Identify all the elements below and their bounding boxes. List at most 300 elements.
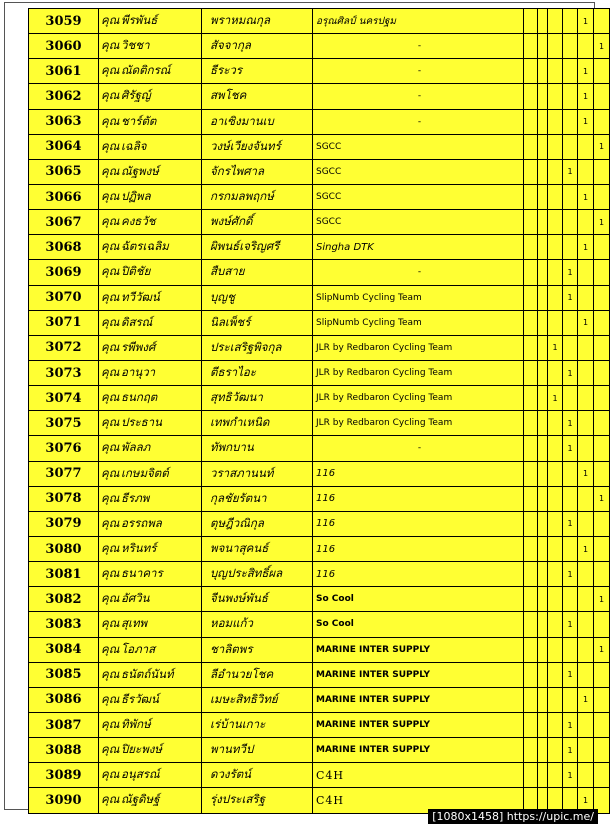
team-name: - [313,84,524,109]
name-prefix: คุณ [101,189,120,204]
category-mark-4 [563,587,578,612]
category-mark-3 [548,260,563,285]
last-name: ลีอำนวยโชค [202,662,313,687]
category-mark-4: 1 [563,411,578,436]
category-mark-1 [524,134,538,159]
first-name-cell [99,360,202,385]
first-name: สุเทพ [121,616,148,631]
category-mark-3 [548,436,563,461]
category-mark-4: 1 [563,612,578,637]
first-name: ศิรัฐญ์ [121,88,151,103]
category-mark-3 [548,662,563,687]
table-row [29,637,610,662]
name-prefix: คุณ [101,616,120,631]
team-name: JLR by Redbaron Cycling Team [313,411,524,436]
category-mark-2 [538,486,548,511]
name-prefix: คุณ [101,566,120,581]
category-mark-2 [538,712,548,737]
table-row [29,687,610,712]
last-name: ตุษฎีวณิกุล [202,511,313,536]
name-prefix: คุณ [101,415,120,430]
category-mark-3 [548,612,563,637]
name-prefix: คุณ [101,792,120,807]
last-name: ผิพนธ์เจริญศรี [202,235,313,260]
team-name: SGCC [313,134,524,159]
name-prefix: คุณ [101,541,120,556]
category-mark-5: 1 [578,788,594,813]
category-mark-1 [524,738,538,763]
name-prefix: คุณ [101,63,120,78]
first-name-cell [99,411,202,436]
team-name: 116 [313,511,524,536]
table-row [29,159,610,184]
category-mark-5 [578,738,594,763]
first-name-cell [99,536,202,561]
category-mark-1 [524,9,538,34]
first-name: รพีพงศ์ [121,339,156,354]
bib-number: 3068 [29,235,99,260]
category-mark-6 [594,335,610,360]
category-mark-5: 1 [578,9,594,34]
category-mark-3 [548,235,563,260]
bib-number: 3072 [29,335,99,360]
name-prefix: คุณ [101,641,120,656]
category-mark-1 [524,285,538,310]
first-name: ปิยะพงษ์ [121,742,162,757]
page-frame [4,2,605,810]
team-name: 116 [313,562,524,587]
category-mark-6 [594,511,610,536]
category-mark-6 [594,159,610,184]
category-mark-1 [524,310,538,335]
last-name: กุลชัยรัตนา [202,486,313,511]
team-name: - [313,436,524,461]
category-mark-3 [548,210,563,235]
category-mark-5 [578,612,594,637]
category-mark-1 [524,260,538,285]
first-name: อัศวิน [121,591,150,606]
category-mark-2 [538,687,548,712]
first-name: ธีรภพ [121,490,150,505]
name-prefix: คุณ [101,490,120,505]
category-mark-3 [548,159,563,184]
team-name: SGCC [313,210,524,235]
bib-number: 3067 [29,210,99,235]
category-mark-4 [563,310,578,335]
table-row [29,461,610,486]
first-name: วิชชา [121,38,150,53]
category-mark-5 [578,260,594,285]
table-row [29,763,610,788]
bib-number: 3059 [29,9,99,34]
category-mark-2 [538,210,548,235]
table-row [29,587,610,612]
category-mark-5: 1 [578,59,594,84]
category-mark-2 [538,562,548,587]
category-mark-2 [538,159,548,184]
category-mark-6 [594,9,610,34]
table-row [29,59,610,84]
team-name: Singha DTK [313,235,524,260]
category-mark-3 [548,637,563,662]
category-mark-6 [594,59,610,84]
team-name: SlipNumb Cycling Team [313,285,524,310]
category-mark-5 [578,562,594,587]
first-name-cell [99,637,202,662]
table-row [29,84,610,109]
first-name: ธนกฤต [121,390,158,405]
category-mark-4: 1 [563,763,578,788]
last-name: บุญประสิทธิ์ผล [202,562,313,587]
team-name: MARINE INTER SUPPLY [313,738,524,763]
first-name-cell [99,159,202,184]
category-mark-1 [524,411,538,436]
category-mark-6: 1 [594,486,610,511]
table-row [29,360,610,385]
category-mark-3 [548,59,563,84]
category-mark-6 [594,662,610,687]
first-name-cell [99,662,202,687]
bib-number: 3086 [29,687,99,712]
bib-number: 3073 [29,360,99,385]
first-name: ธนาคาร [121,566,163,581]
category-mark-4: 1 [563,285,578,310]
category-mark-1 [524,763,538,788]
category-mark-3 [548,285,563,310]
bib-number: 3061 [29,59,99,84]
last-name: บุญชู [202,285,313,310]
category-mark-2 [538,184,548,209]
category-mark-1 [524,210,538,235]
name-prefix: คุณ [101,13,120,28]
first-name: เฉลิจ [121,138,147,153]
team-name: MARINE INTER SUPPLY [313,662,524,687]
table-row [29,436,610,461]
category-mark-5: 1 [578,109,594,134]
category-mark-3 [548,134,563,159]
category-mark-2 [538,360,548,385]
last-name: จักรไพศาล [202,159,313,184]
first-name: ณัดติกรณ์ [121,63,171,78]
team-name: JLR by Redbaron Cycling Team [313,360,524,385]
team-name: SGCC [313,159,524,184]
category-mark-6 [594,260,610,285]
table-row [29,285,610,310]
first-name-cell [99,134,202,159]
table-row [29,109,610,134]
category-mark-6 [594,411,610,436]
category-mark-3 [548,84,563,109]
category-mark-2 [538,662,548,687]
table-row [29,662,610,687]
category-mark-1 [524,536,538,561]
team-name: C4H [313,763,524,788]
name-prefix: คุณ [101,314,120,329]
category-mark-2 [538,411,548,436]
first-name-cell [99,562,202,587]
category-mark-3 [548,34,563,59]
category-mark-3: 1 [548,335,563,360]
category-mark-3 [548,411,563,436]
last-name: เมษะสิทธิวิทย์ [202,687,313,712]
category-mark-6 [594,562,610,587]
table-row [29,738,610,763]
bib-number: 3062 [29,84,99,109]
bib-number: 3070 [29,285,99,310]
category-mark-6 [594,763,610,788]
last-name: กรกมลพฤกษ์ [202,184,313,209]
category-mark-5 [578,210,594,235]
table-row [29,184,610,209]
category-mark-6 [594,184,610,209]
category-mark-2 [538,637,548,662]
registration-table [28,8,610,814]
table-row [29,134,610,159]
table-row [29,335,610,360]
name-prefix: คุณ [101,390,120,405]
category-mark-1 [524,436,538,461]
first-name: ทิพักษ์ [121,717,151,731]
team-name: So Cool [313,612,524,637]
first-name: ประธาน [121,415,162,430]
category-mark-5: 1 [578,536,594,561]
bib-number: 3088 [29,738,99,763]
first-name: ธีรวัฒน์ [121,691,159,706]
category-mark-6 [594,285,610,310]
bib-number: 3082 [29,587,99,612]
last-name: วงษ์เวียงจันทร์ [202,134,313,159]
category-mark-5 [578,436,594,461]
first-name-cell [99,84,202,109]
first-name-cell [99,235,202,260]
last-name: พงษ์ศักดิ์ [202,210,313,235]
bib-number: 3090 [29,788,99,813]
category-mark-3 [548,461,563,486]
last-name: อาเซิงมานเบ [202,109,313,134]
last-name: ทัพกบาน [202,436,313,461]
category-mark-1 [524,461,538,486]
team-name: 116 [313,486,524,511]
name-prefix: คุณ [101,767,120,782]
last-name: จีนพงษ์พันธ์ [202,587,313,612]
bib-number: 3063 [29,109,99,134]
category-mark-3: 1 [548,386,563,411]
category-mark-4: 1 [563,562,578,587]
category-mark-4 [563,536,578,561]
category-mark-2 [538,763,548,788]
bib-number: 3089 [29,763,99,788]
category-mark-5: 1 [578,687,594,712]
category-mark-4: 1 [563,662,578,687]
table-row [29,712,610,737]
category-mark-5 [578,360,594,385]
team-name: อรุณศิลป์ นครปฐม [313,9,524,34]
first-name-cell [99,109,202,134]
first-name: โอภาส [121,641,156,656]
category-mark-5: 1 [578,184,594,209]
team-name: - [313,109,524,134]
last-name: พราหมณกุล [202,9,313,34]
category-mark-4 [563,109,578,134]
category-mark-2 [538,235,548,260]
name-prefix: คุณ [101,440,120,455]
category-mark-4: 1 [563,712,578,737]
category-mark-2 [538,612,548,637]
category-mark-1 [524,235,538,260]
first-name-cell [99,436,202,461]
category-mark-2 [538,511,548,536]
name-prefix: คุณ [101,717,120,731]
category-mark-4 [563,59,578,84]
name-prefix: คุณ [101,239,120,254]
category-mark-5: 1 [578,235,594,260]
first-name-cell [99,9,202,34]
first-name: ปิติชัย [121,264,151,279]
category-mark-1 [524,637,538,662]
bib-number: 3085 [29,662,99,687]
name-prefix: คุณ [101,264,120,279]
category-mark-2 [538,436,548,461]
first-name-cell [99,511,202,536]
bib-number: 3071 [29,310,99,335]
last-name: ชาลิตพร [202,637,313,662]
category-mark-3 [548,109,563,134]
category-mark-5: 1 [578,310,594,335]
table-row [29,34,610,59]
category-mark-2 [538,109,548,134]
category-mark-5 [578,34,594,59]
category-mark-4 [563,687,578,712]
bib-number: 3069 [29,260,99,285]
first-name-cell [99,461,202,486]
team-name: MARINE INTER SUPPLY [313,687,524,712]
name-prefix: คุณ [101,666,120,681]
category-mark-2 [538,9,548,34]
bib-number: 3064 [29,134,99,159]
first-name-cell [99,210,202,235]
category-mark-1 [524,662,538,687]
first-name-cell [99,335,202,360]
category-mark-1 [524,34,538,59]
first-name-cell [99,184,202,209]
team-name: 116 [313,461,524,486]
category-mark-1 [524,184,538,209]
category-mark-6 [594,536,610,561]
category-mark-4 [563,84,578,109]
category-mark-4: 1 [563,738,578,763]
bib-number: 3080 [29,536,99,561]
table-row [29,486,610,511]
category-mark-1 [524,587,538,612]
first-name-cell [99,788,202,813]
category-mark-6 [594,386,610,411]
last-name: สืบสาย [202,260,313,285]
category-mark-3 [548,184,563,209]
table-row [29,9,610,34]
last-name: สพโชค [202,84,313,109]
table-row [29,235,610,260]
last-name: พานทวีป [202,738,313,763]
team-name: - [313,260,524,285]
category-mark-3 [548,562,563,587]
category-mark-5 [578,662,594,687]
category-mark-1 [524,687,538,712]
last-name: รุ่งประเสริฐ [202,788,313,813]
first-name: อนุสรณ์ [121,767,160,782]
table-row [29,536,610,561]
table-row [29,386,610,411]
category-mark-2 [538,310,548,335]
first-name-cell [99,34,202,59]
first-name: คงธวัช [121,214,156,229]
category-mark-3 [548,763,563,788]
category-mark-3 [548,587,563,612]
category-mark-5 [578,411,594,436]
bib-number: 3078 [29,486,99,511]
first-name-cell [99,587,202,612]
team-name: JLR by Redbaron Cycling Team [313,386,524,411]
team-name: So Cool [313,587,524,612]
name-prefix: คุณ [101,691,120,706]
first-name-cell [99,612,202,637]
category-mark-5 [578,486,594,511]
category-mark-1 [524,511,538,536]
category-mark-4 [563,184,578,209]
category-mark-6 [594,84,610,109]
bib-number: 3083 [29,612,99,637]
table-row [29,511,610,536]
bib-number: 3066 [29,184,99,209]
category-mark-4 [563,134,578,159]
table-row [29,562,610,587]
category-mark-4 [563,486,578,511]
last-name: ประเสริฐพิจกุล [202,335,313,360]
category-mark-5 [578,335,594,360]
category-mark-4 [563,210,578,235]
name-prefix: คุณ [101,339,120,354]
image-host-watermark: [1080x1458] https://upic.me/ [428,809,598,824]
category-mark-1 [524,386,538,411]
team-name: SGCC [313,184,524,209]
category-mark-5 [578,712,594,737]
first-name: ชาร์ตัต [121,113,157,128]
category-mark-4: 1 [563,436,578,461]
category-mark-2 [538,386,548,411]
first-name-cell [99,386,202,411]
category-mark-6: 1 [594,637,610,662]
category-mark-2 [538,34,548,59]
category-mark-5: 1 [578,461,594,486]
team-name: C4H [313,788,524,813]
category-mark-6 [594,687,610,712]
category-mark-4: 1 [563,159,578,184]
category-mark-6 [594,461,610,486]
category-mark-5 [578,763,594,788]
bib-number: 3074 [29,386,99,411]
category-mark-2 [538,134,548,159]
table-row [29,411,610,436]
team-name: MARINE INTER SUPPLY [313,712,524,737]
name-prefix: คุณ [101,214,120,229]
category-mark-2 [538,738,548,763]
category-mark-1 [524,562,538,587]
name-prefix: คุณ [101,465,120,480]
category-mark-4: 1 [563,511,578,536]
category-mark-6 [594,360,610,385]
last-name: เทพกำเหนิด [202,411,313,436]
table-row [29,612,610,637]
category-mark-2 [538,587,548,612]
